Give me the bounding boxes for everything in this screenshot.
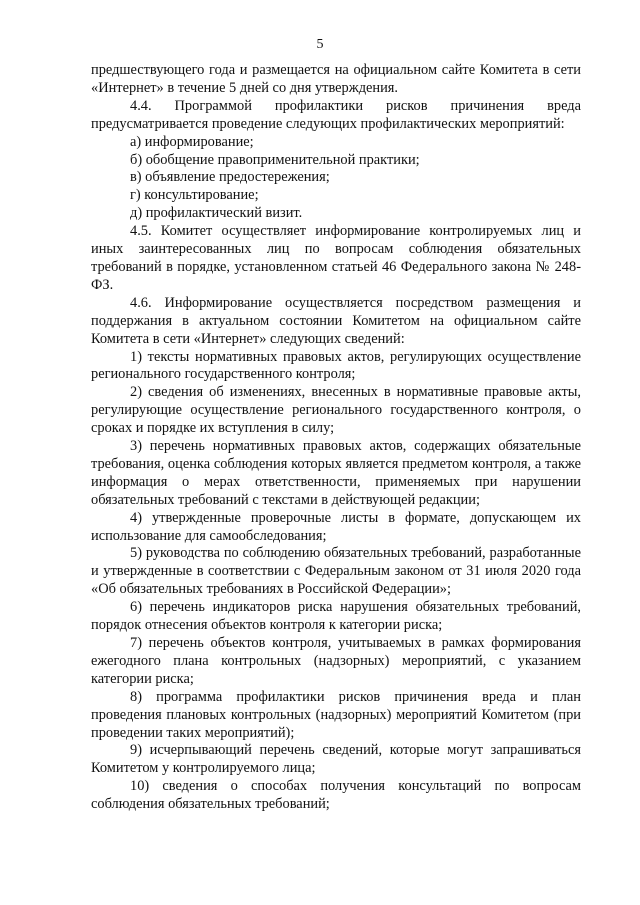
paragraph: 4) утвержденные проверочные листы в формате, допускающем их использование для самообследования; bbox=[91, 509, 581, 544]
paragraph: 6) перечень индикаторов риска нарушения обязательных требований, порядок отнесения объектов контроля к категории риска; bbox=[91, 599, 581, 634]
paragraph: 1) тексты нормативных правовых актов, регулирующих осуществление регионального государственного контроля; bbox=[91, 348, 581, 383]
paragraph: 4.6. Информирование осуществляется посредством размещения и поддержания в актуальном состоянии Комитетом на официальном сайте Комитета в сети «Интернет» следующих сведений: bbox=[91, 294, 581, 347]
list-item: в) объявление предостережения; bbox=[130, 169, 330, 186]
list-item: г) консультирование; bbox=[130, 187, 259, 204]
paragraph: 5) руководства по соблюдению обязательных требований, разработанные и утвержденные в соответствии с Федеральным законом от 31 июля 2020 года «Об обязательных требованиях в Российской Федерации»; bbox=[91, 545, 581, 598]
list-item: б) обобщение правоприменительной практики; bbox=[130, 151, 420, 168]
paragraph: 7) перечень объектов контроля, учитываемых в рамках формирования ежегодного плана контрольных (надзорных) мероприятий, с указанием категории риска; bbox=[91, 635, 581, 687]
list-item: а) информирование; bbox=[130, 133, 254, 150]
paragraph: 4.4. Программой профилактики рисков причинения вреда предусматривается проведение следующих профилактических мероприятий: bbox=[91, 97, 581, 132]
paragraph: 2) сведения об изменениях, внесенных в нормативные правовые акты, регулирующие осуществление регионального государственного контроля, о сроках и порядке их вступления в силу; bbox=[91, 384, 581, 437]
list-item: д) профилактический визит. bbox=[130, 205, 303, 222]
paragraph: 10) сведения о способах получения консультаций по вопросам соблюдения обязательных требований; bbox=[91, 778, 581, 813]
document-body bbox=[91, 62, 581, 814]
paragraph: 8) программа профилактики рисков причинения вреда и план проведения плановых контрольных (надзорных) мероприятий Комитетом (при проведении таких мероприятий); bbox=[91, 688, 581, 741]
paragraph: 9) исчерпывающий перечень сведений, которые могут запрашиваться Комитетом у контролируемого лица; bbox=[91, 742, 581, 777]
paragraph: 4.5. Комитет осуществляет информирование контролируемых лиц и иных заинтересованных лиц по вопросам соблюдения обязательных требований в порядке, установленном статьей 46 Федерального закона № 248-ФЗ. bbox=[91, 223, 581, 293]
paragraph: 3) перечень нормативных правовых актов, содержащих обязательные требования, оценка соблюдения которых является предметом контроля, а также информация о мерах ответственности, применяемых при нарушении обязательных требований с текстами в действующей редакции; bbox=[91, 438, 581, 508]
paragraph: предшествующего года и размещается на официальном сайте Комитета в сети «Интернет» в течение 5 дней со дня утверждения. bbox=[91, 62, 581, 96]
page-number: 5 bbox=[316, 37, 324, 52]
